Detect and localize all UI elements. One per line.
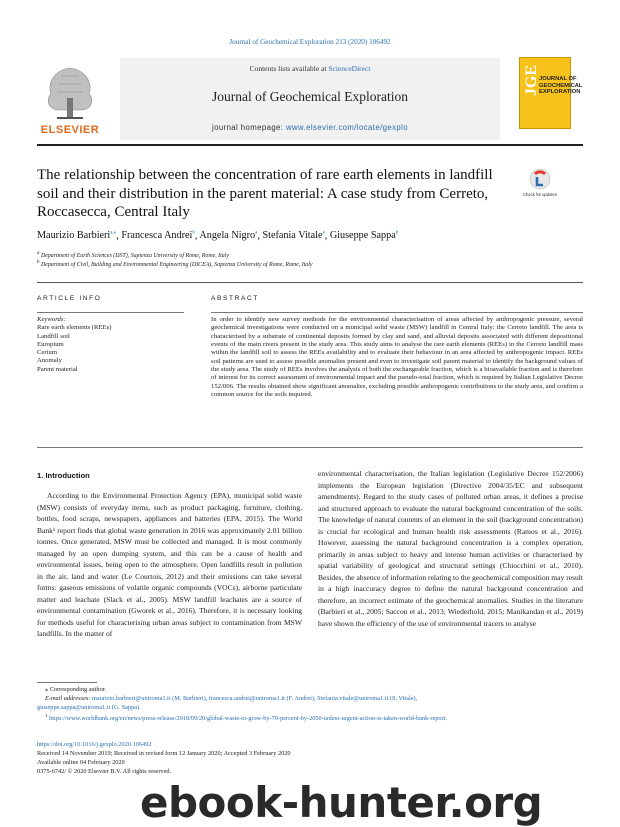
doi-link[interactable]: https://doi.org/10.1016/j.gexplo.2020.106492 [37, 741, 152, 748]
keyword: Europium [37, 340, 64, 348]
abstract-rule [211, 312, 583, 313]
abstract-text: In order to identify new survey methods for the environmental characterisation of areas affected by anthropogenic pressure, several geochemical investigations were conducted on a municipal solid waste (MSW) landfill in Central Italy: the Cerreto landfill. The area is characterised by a substrate of continental deposits formed by clay and sand, and alluvial deposits associated with different depositional events of the main rivers present in the study area. This study aims to analyse the rare earth elements (REEs) in the Cerreto landfill mass within the landfill soil to assess the REEs availability and to evaluate their behaviour in an area affected by anthropogenic impact. REEs soil patterns are used to assess possible anomalies present and even to investigate soil parent material to identify the background values of the study area. The study of REEs involves the analysis of both the exchangeable fraction, which is a bioavailable fraction and is therefore of interest for its correct assessment of environmental impact and the pseudo-total fraction, which is required by Italian Legislative Decree 152/006. The results obtained show significant anomalies, excluding possible anthropogenic contributions to the study area, and confirm a common source for the soils inquired. [211, 316, 583, 399]
email-addresses-cont [37, 704, 583, 713]
intro-left-column: According to the Environmental Protection Agency (EPA), municipal solid waste (MSW) consists of everyday items, such as product packaging, furniture, clothing, bottles, food scraps, newspapers, appliances and batteries (EPA, 2015). The World Bank¹ report finds that global waste generation in 2016 was approximately 2.01 billion tonnes. Once generated, MSW must be collected and managed. It is most commonly managed by an open dumping system, and this can be a cause of health and environmental issues, being open to the atmosphere. Open landfills result in pollution in the air, land and water (Le Courtois, 2012) and their emissions can take several forms: gaseous emissions of volatile organic compounds (VOCs), airborne particulate matter and leachate (Slack et al., 2005). MSW landfill leachates are a source of environmental contamination (Gworek et al., 2016). Therefore, it is necessary looking for methods useful for characterising urban areas subject to contamination from MSW landfills. In the matter of [37, 491, 302, 639]
sciencedirect-link[interactable]: ScienceDirect [328, 64, 371, 73]
check-for-updates-icon[interactable] [523, 168, 557, 204]
cover-abbrev: JGE [523, 65, 540, 97]
homepage-link[interactable]: www.elsevier.com/locate/gexplo [285, 123, 409, 132]
cover-title: JOURNAL OF GEOCHEMICAL EXPLORATION [539, 76, 583, 95]
affiliation: $^b$ Department of Civil, Building and Environmental Engineering (DICEA), Sapienza University of Rome, Rome, Italy [37, 260, 313, 268]
keyword: Rare earth elements (REEs) [37, 324, 112, 332]
keyword: Landfill soil [37, 332, 70, 340]
affiliation: $^a$ Department of Earth Sciences (DST), Sapienza University of Rome, Rome, Italy [37, 251, 229, 259]
keyword: Cerium [37, 349, 58, 357]
email-addresses: E-mail addresses: maurizio.barbieri@uniroma1.it (M. Barbieri), francesca.andrei@uniroma1.it (F. Andrei), Stefania.vitale@uniroma1.it (S. Vitale), [45, 695, 418, 702]
footnote-1: $^1$ https://www.worldbank.org/en/news/press-release/2018/09/20/global-waste-to-grow-by-70-percent-by-2050-unless-urgent-action-is-taken-world-bank-report. [45, 714, 447, 723]
author[interactable]: Angela Nigro$^a$ [199, 230, 258, 242]
email-link-sappa[interactable]: giuseppe.sappa@uniroma1.it (G. Sappa). [37, 704, 141, 711]
author-list: Maurizio Barbieri$^{a,⁎}$, Francesca Andrei$^b$, Angela Nigro$^a$, Stefania Vitale$^a$, Giuseppe Sappa$^b$ [37, 230, 399, 242]
corresponding-author-note: ⁎ Corresponding author. [45, 686, 107, 693]
article-info-rule [37, 312, 184, 313]
journal-cover-thumbnail [519, 57, 583, 129]
keyword: Anomaly [37, 357, 62, 365]
journal-name: Journal of Geochemical Exploration [211, 89, 409, 104]
header-rule [37, 144, 583, 146]
author[interactable]: Maurizio Barbieri$^{a,⁎}$ [37, 230, 117, 242]
author[interactable]: Francesca Andrei$^b$ [121, 230, 195, 242]
keywords-block [37, 316, 187, 374]
copyright: 0375-6742/ © 2020 Elsevier B.V. All rights reserved. [37, 768, 172, 775]
elsevier-tree-logo [37, 60, 103, 126]
introduction-heading: 1. Introduction [37, 471, 90, 480]
abstract-bottom-rule [37, 447, 583, 448]
keyword: Parent material [37, 365, 78, 373]
elsevier-wordmark: ELSEVIER [40, 124, 100, 136]
article-info-heading: ARTICLE INFO [37, 295, 102, 302]
section-divider [37, 282, 583, 283]
received-dates: Received 14 November 2019; Received in revised form 12 January 2020; Accepted 3 February 2020 [37, 750, 291, 757]
article-title: The relationship between the concentration of rare earth elements in landfill soil and their distribution in the parent material: A case study from Cerreto, Roccasecca, Central Italy [37, 167, 493, 221]
email-links[interactable]: maurizio.barbieri@uniroma1.it (M. Barbieri), francesca.andrei@uniroma1.it (F. Andrei), Stefania.vitale@uniroma1.it (S. Vitale), [92, 695, 418, 702]
abstract-heading: ABSTRACT [211, 295, 259, 302]
watermark: ebook-hunter.org [140, 778, 543, 827]
intro-right-column: environmental characterisation, the Italian legislation (Legislative Decree 152/2006) implements the European legislation (Directive 2004/35/EC and subsequent amendments). Regard to the study cases of polluted urban areas, it defines a precise and structured approach to evaluate the natural background concentration of the soils. The knowledge of natural contents of an element in the soil (background concentration) is crucial for ecological and human health risk assessments (Ramos et al., 2016). However, assessing the natural background concentration is a complex operation, primarily in areas subject to heavy and intense human activities or characterised by spatial variability of geological and structural settings (Chiocchini et al., 2010). Besides, the absence of information relating to the geochemical composition may result in a high inaccuracy degree to define the natural background concentration and therefore, an incorrect estimate of the geochemical anomalies. Studies in the literature (Barbieri et al., 2005; Saccon et al., 2013; Wiederhold, 2015; Manikandan et al., 2019) have shown the efficiency of the use of environmental tracers to analyse [318, 469, 583, 628]
available-online: Available online 04 February 2020 [37, 759, 125, 766]
footnote-rule [37, 682, 97, 683]
journal-citation[interactable]: Journal of Geochemical Exploration 213 (2020) 106492 [229, 38, 391, 46]
worldbank-link[interactable]: https://www.worldbank.org/en/news/press-release/2018/09/20/global-waste-to-grow-by-70-percent-by-2050-unless-urgent-action-is-taken-world-bank-report. [49, 715, 447, 723]
contents-line: Contents lists available at ScienceDirect [249, 64, 371, 73]
keywords-label: Keywords: [37, 316, 66, 323]
author[interactable]: Stefania Vitale$^a$ [262, 230, 325, 242]
author[interactable]: Giuseppe Sappa$^b$ [329, 230, 399, 242]
journal-homepage: journal homepage: www.elsevier.com/locate/gexplo [211, 123, 409, 132]
check-updates-label: Check for updates [523, 192, 557, 197]
